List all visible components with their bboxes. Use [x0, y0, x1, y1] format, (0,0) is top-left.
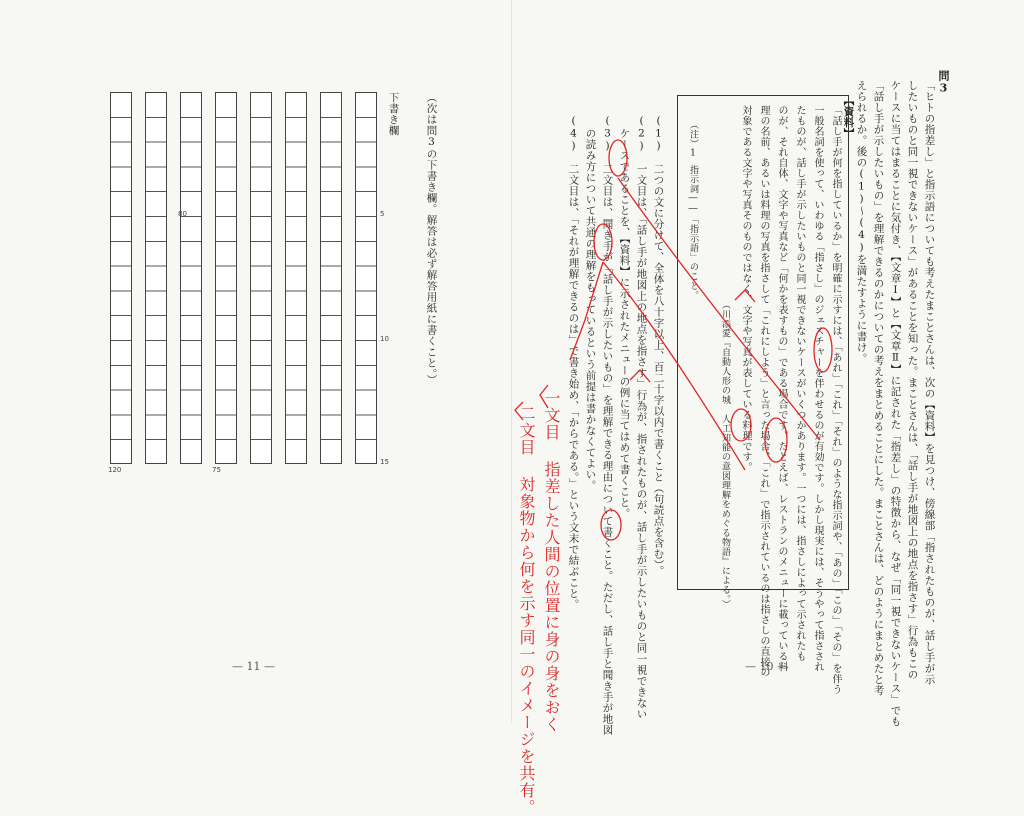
grid-number: 5 [380, 210, 385, 218]
material-line: のが、それ自体、文字や写真など「何かを表すもの」である場合です。たとえば、レストランのメニューに載っている料 [776, 105, 787, 672]
question-prompt-line: 「ヒトの指差し」と指示語についても考えたまことさんは、次の【資料】を見つけ、傍線部「指されたものが、話し手が示 [923, 80, 936, 685]
material-line: 一般名詞を使って、いわゆる「指さし」のジェスチャーを伴わせるのが有効です。しかし現実には、そうやって指さされ [812, 105, 823, 672]
page-number-left: — 11 — [232, 660, 275, 673]
draft-caption: （次は問3の下書き欄。解答は必ず解答用紙に書くこと。） [425, 92, 438, 386]
grid-number: 15 [380, 458, 389, 466]
draft-grid-column[interactable] [250, 92, 272, 464]
draft-title: 下書き欄 [387, 92, 400, 136]
condition-item: (1) 二つの文に分けて、全体を八十字以上、百二十字以内で書くこと（句読点を含む）。 [652, 115, 665, 577]
handwritten-note: 一文目 指差した人間の位置に身の身をおく [542, 390, 561, 733]
note-label: （注）1 [688, 120, 698, 159]
question-label: 問3 [937, 70, 950, 95]
question-prompt-line: 「話し手が示したいもの」を理解できるのかについての考えをまとめることにした。まことさんは、どのようにまとめたと考 [872, 80, 885, 696]
material-line: 「話し手が何を指しているか」を明確に示すには、「あれ」「これ」「それ」のような指示詞や、「あの」「この」「その」を伴う [830, 105, 841, 695]
condition-item: ケースであることを、【資料】に示されたメニューの例に当てはめて書くこと。 [618, 128, 631, 519]
question-prompt-line: したいものと同一視できないケース」があることを知った。まことさんは、「話し手が地図上の地点を指さす」行為もこの [906, 80, 919, 680]
grid-number: 120 [108, 466, 122, 474]
draft-grid-column[interactable] [110, 92, 132, 464]
condition-item: (3) 二文目は、聞き手が「話し手が示したいもの」を理解できる理由について書くこと。ただし、話し手と聞き手が地図 [601, 115, 614, 736]
grid-number: 75 [212, 466, 221, 474]
draft-grid-column[interactable] [215, 92, 237, 464]
material-line: 理の名前、あるいは料理の写真を指さして「これにしよう」と言った場合、「これ」で指示されているのは指さしの直接の [758, 105, 769, 678]
grid-number: 10 [380, 335, 389, 343]
draft-grid-column[interactable] [285, 92, 307, 464]
draft-grid-column[interactable] [145, 92, 167, 464]
page-number-right: — 10 — [745, 660, 788, 673]
draft-grid-column[interactable] [355, 92, 377, 464]
draft-grid-column[interactable] [320, 92, 342, 464]
grid-number: 80 [178, 210, 187, 218]
question-prompt-line: ケースに当てはまることに気付き、【文章Ⅰ】と【文章Ⅱ】に記された「指差し」の特徴から、なぜ「同一視できないケース」でも [889, 80, 902, 727]
material-heading: 【資料】 [842, 95, 855, 139]
condition-item: (2) 一文目は、「話し手が地図上の地点を指さす」行為が、指されたものが、話し手が示したいものと同一視できない [635, 115, 648, 720]
question-prompt-line: えられるか。後の(1)〜(4)を満たすように書け。 [855, 80, 868, 364]
handwritten-note: 二文目 対象物から何を示す同一のイメージを共有。 [517, 405, 536, 816]
note-text: 指示詞――「指示語」のこと。 [688, 165, 698, 300]
draft-grid-column[interactable] [180, 92, 202, 464]
condition-item: の読み方について共通の理解をもっているという前提は書かなくてよい。 [584, 128, 597, 491]
material-source: （川添愛『自動人形の城 人工知能の意図理解をめぐる物語』による。） [720, 300, 730, 609]
material-line: 対象である文字や写真そのものではなく、文字や写真が表している料理です。 [740, 105, 751, 473]
condition-item: (4) 二文目は、「それが理解できるのは」で書き始め、「からである。」という文末で結ぶこと。 [567, 115, 580, 610]
material-line: たものが、話し手が示したいものと同一視できないケースがいくつかあります。一つには、指さしによって示されたも [794, 105, 805, 662]
